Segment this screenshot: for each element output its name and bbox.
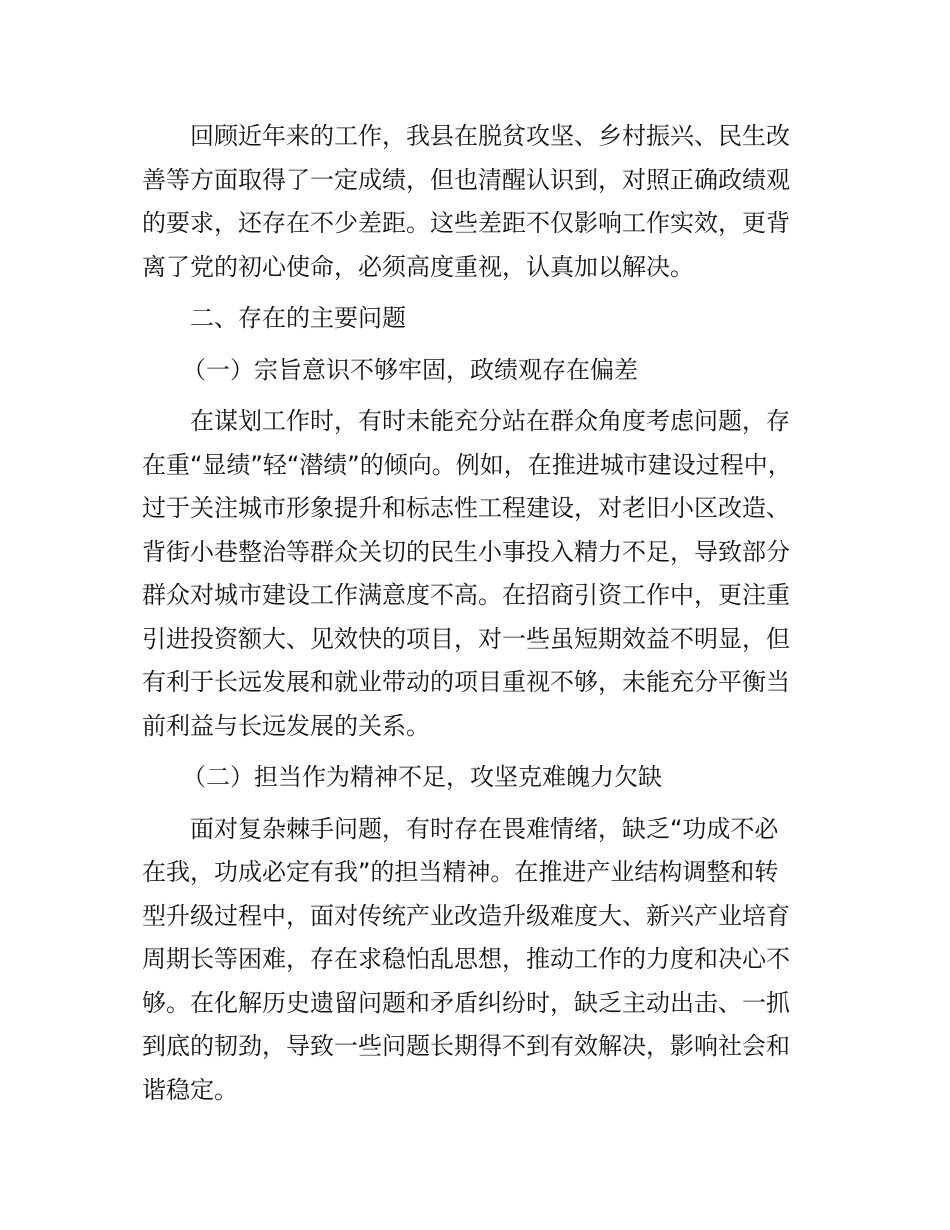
paragraph-line: 在我，功成必定有我”的担当精神。在推进产业结构调整和转 xyxy=(142,858,779,886)
paragraph-line: 善等方面取得了一定成绩，但也清醒认识到，对照正确政绩观 xyxy=(142,165,790,194)
paragraph-line: 够。在化解历史遗留问题和矛盾纠纷时，缺乏主动出击、一抓 xyxy=(142,988,790,1017)
paragraph-line: 型升级过程中，面对传统产业改造升级难度大、新兴产业培育 xyxy=(142,901,790,930)
paragraph-line: 过于关注城市形象提升和标志性工程建设，对老旧小区改造、 xyxy=(142,494,790,522)
paragraph-line: 引进投资额大、见效快的项目，对一些虽短期效益不明显，但 xyxy=(142,624,790,653)
paragraph-line: 周期长等困难，存在求稳怕乱思想，推动工作的力度和决心不 xyxy=(142,945,790,973)
paragraph-line: 前利益与长远发展的关系。 xyxy=(142,711,430,740)
paragraph-line: 在重“显绩”轻“潜绩”的倾向。例如，在推进城市建设过程中， xyxy=(142,450,792,479)
paragraph-line: 的要求，还存在不少差距。这些差距不仅影响工作实效，更背 xyxy=(142,209,790,237)
paragraph-line: 在谋划工作时，有时未能充分站在群众角度考虑问题，存 xyxy=(190,407,790,435)
paragraph-line: 回顾近年来的工作，我县在脱贫攻坚、乡村振兴、民生改 xyxy=(190,122,790,150)
paragraph-review xyxy=(142,115,832,289)
paragraph-line: 有利于长远发展和就业带动的项目重视不够，未能充分平衡当 xyxy=(142,668,790,696)
subsection-heading-1: （一）宗旨意识不够牢固，政绩观存在偏差 xyxy=(182,355,638,384)
paragraph-line: 面对复杂棘手问题，有时存在畏难情绪，缺乏“功成不必 xyxy=(190,814,779,843)
paragraph-purpose xyxy=(142,400,832,748)
paragraph-line: 背街小巷整治等群众关切的民生小事投入精力不足，导致部分 xyxy=(142,537,790,566)
paragraph-line: 群众对城市建设工作满意度不高。在招商引资工作中，更注重 xyxy=(142,581,790,609)
paragraph-responsibility xyxy=(142,808,832,1113)
subsection-heading-2: （二）担当作为精神不足，攻坚克难魄力欠缺 xyxy=(182,763,662,791)
section-heading: 二、存在的主要问题 xyxy=(190,304,406,332)
paragraph-line: 谐稳定。 xyxy=(142,1075,238,1104)
document-body xyxy=(142,115,832,1112)
paragraph-line: 到底的韧劲，导致一些问题长期得不到有效解决，影响社会和 xyxy=(142,1032,790,1060)
paragraph-line: 离了党的初心使命，必须高度重视，认真加以解决。 xyxy=(142,252,694,281)
